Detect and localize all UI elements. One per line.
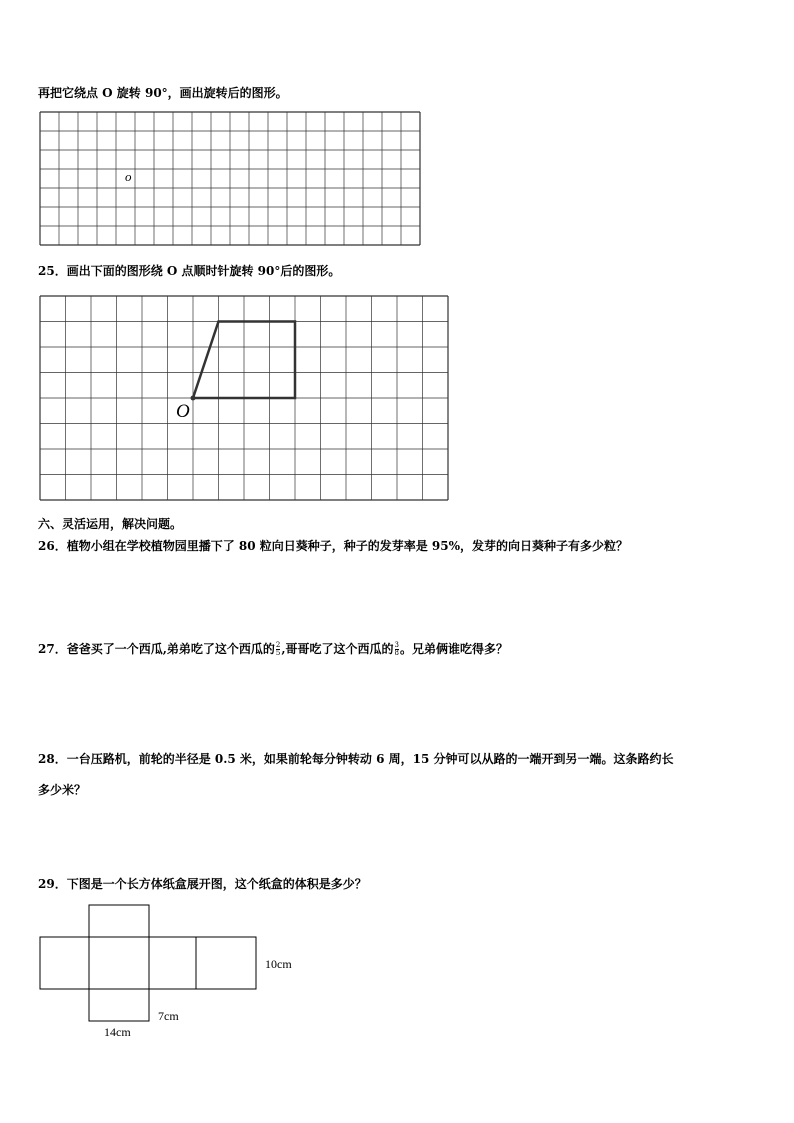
net-left-face <box>40 937 89 989</box>
point-o-label-2: O <box>176 401 190 422</box>
question-28-line1: 28．一台压路机，前轮的半径是 0.5 米，如果前轮每分钟转动 6 周，15 分钟可以从路的一端开到另一端。这条路约长 <box>38 752 674 766</box>
question-28-line2: 多少米？ <box>38 783 87 797</box>
question-29: 29．下图是一个长方体纸盒展开图，这个纸盒的体积是多少？ <box>38 877 367 891</box>
box-net-diagram <box>40 905 260 1021</box>
label-10cm: 10cm <box>265 957 292 971</box>
net-right-face <box>149 937 196 989</box>
label-7cm: 7cm <box>158 1009 179 1023</box>
q27-part3: 。兄弟俩谁吃得多？ <box>400 642 509 656</box>
grid-2 <box>40 296 448 502</box>
point-o-label: o <box>125 169 132 184</box>
label-14cm: 14cm <box>104 1025 131 1039</box>
fraction-2-5: $\frac{2}{5}$ <box>275 641 281 657</box>
intro-question: 再把它绕点 O 旋转 90°，画出旋转后的图形。 <box>38 86 288 100</box>
point-o-dot <box>191 396 196 401</box>
grid-1 <box>40 112 420 246</box>
fraction-3-8: $\frac{3}{8}$ <box>394 641 400 657</box>
section-6-heading: 六、灵活运用，解决问题。 <box>38 517 183 531</box>
q27-part2: ,哥哥吃了这个西瓜的 <box>281 642 394 656</box>
net-bottom-face <box>89 989 149 1021</box>
net-top-face <box>89 905 149 937</box>
net-back-face <box>196 937 256 989</box>
q27-part1: 27．爸爸买了一个西瓜,弟弟吃了这个西瓜的 <box>38 642 275 656</box>
question-25: 25．画出下面的图形绕 O 点顺时针旋转 90°后的图形。 <box>38 264 341 278</box>
question-27 <box>38 640 508 657</box>
question-26: 26．植物小组在学校植物园里播下了 80 粒向日葵种子，种子的发芽率是 95%，发芽的向日葵种子有多少粒？ <box>38 539 629 553</box>
net-front-face <box>89 937 149 989</box>
